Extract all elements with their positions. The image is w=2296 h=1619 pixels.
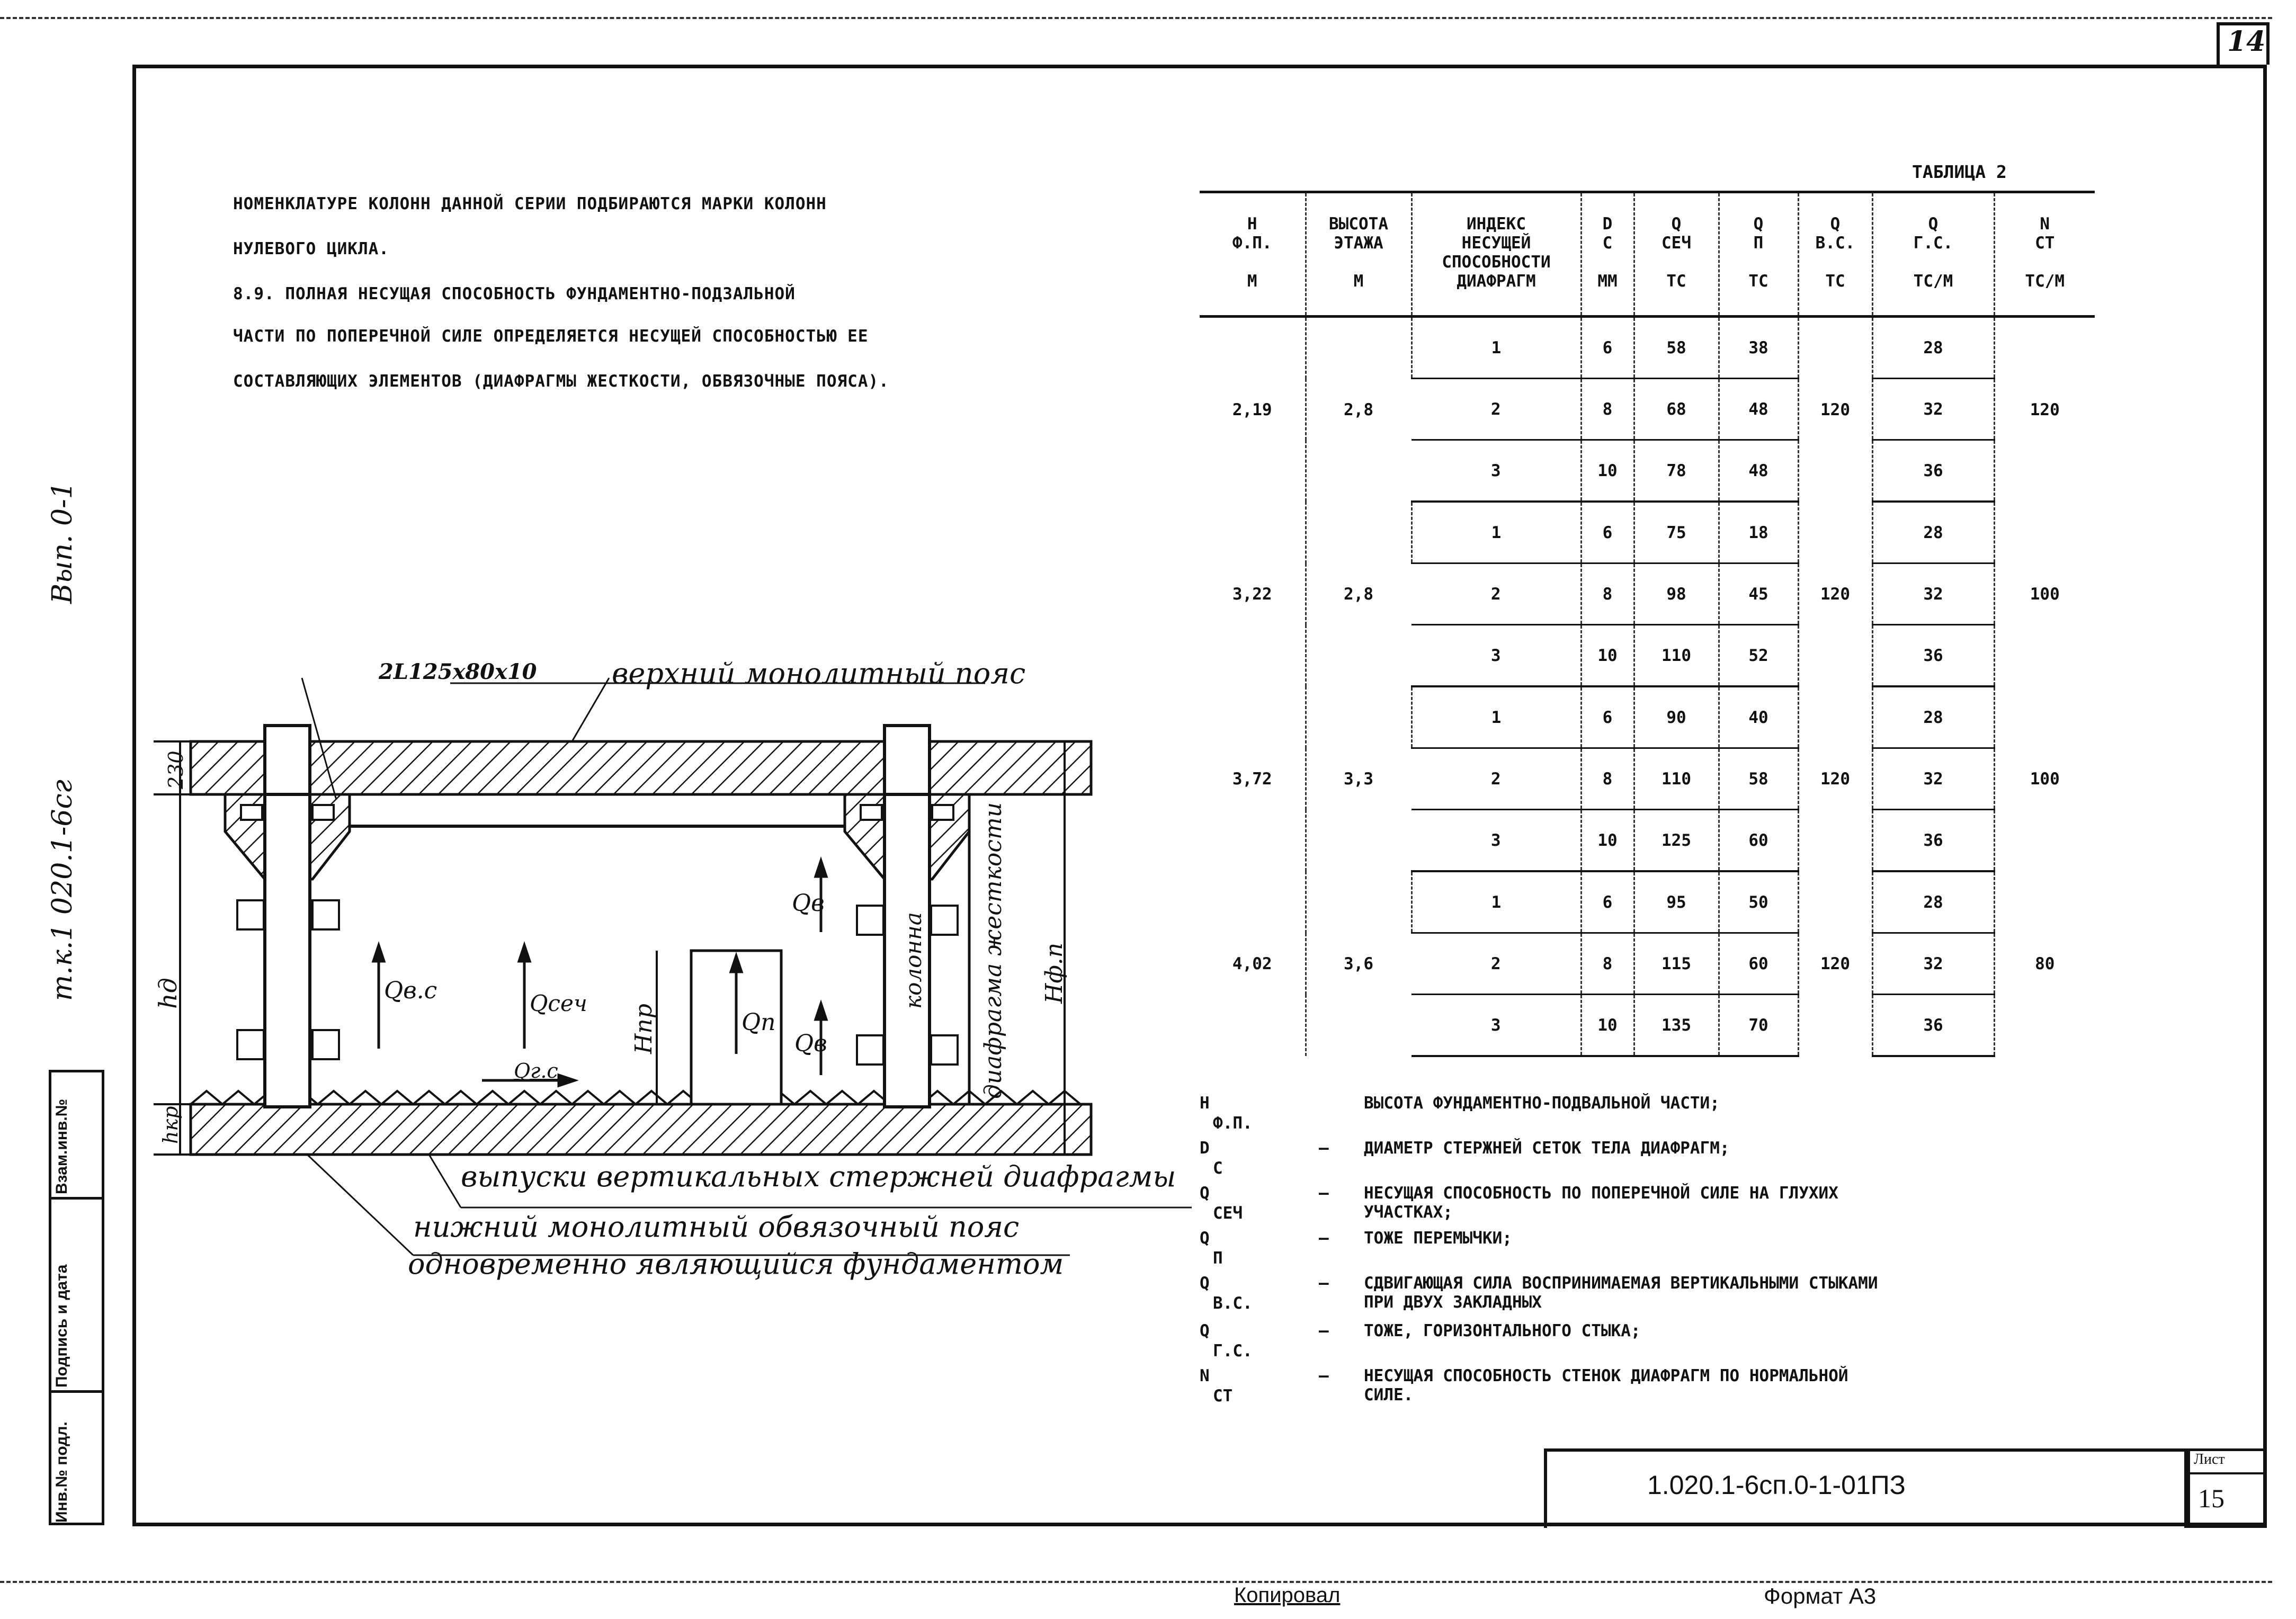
table-header-3: D С ММ [1581,192,1634,317]
label-diaphragm: диафрагма жесткости [980,802,1007,1099]
table-header-7: Q Г.С. ТС/М [1872,192,1994,317]
cell-qgs: 28 [1872,871,1994,933]
side-stamp-label-podpis: Подпись и дата [53,1264,70,1388]
cell-qp: 48 [1719,379,1798,440]
cell-h-fp: 3,72 [1232,769,1272,789]
label-qgs: Qг.с. [514,1059,565,1083]
stamp-sheet-label: Лист [2194,1451,2225,1468]
cell-qp: 40 [1719,686,1798,748]
top-belt [191,741,1091,794]
cell-dc: 10 [1581,625,1634,687]
cell-qgs: 28 [1872,317,1994,379]
label-column: колонна [900,912,926,1009]
table-header-row [1200,192,2095,317]
table-row [1200,686,2095,748]
legend-subscript: С [1213,1159,1223,1178]
angle-label: 2L125x80x10 [379,659,537,684]
cell-index: 1 [1411,686,1581,748]
legend-subscript: П [1213,1249,1223,1268]
cell-qp: 70 [1719,995,1798,1057]
paragraph-line-5: СОСТАВЛЯЮЩИХ ЭЛЕМЕНТОВ (ДИАФРАГМЫ ЖЕСТКОСТИ, ОБВЯЗОЧНЫЕ ПОЯСА). [233,372,889,391]
rebar-outlets [191,1091,1080,1104]
bottom-belt [191,1104,1091,1155]
legend-text: НЕСУЩАЯ СПОСОБНОСТЬ СТЕНОК ДИАФРАГМ ПО НОРМАЛЬНОЙ СИЛЕ. [1364,1366,1848,1405]
legend-dash: – [1319,1274,1329,1293]
cell-qgs: 32 [1872,933,1994,995]
table-title: ТАБЛИЦА 2 [1912,162,2007,182]
legend-subscript: Ф.П. [1213,1114,1253,1133]
table-header-5: Q П ТС [1719,192,1798,317]
legend-dash: – [1319,1229,1329,1248]
cell-qgs: 36 [1872,995,1994,1057]
legend-subscript: Г.С. [1213,1341,1253,1361]
legend-text: ВЫСОТА ФУНДАМЕНТНО-ПОДВАЛЬНОЙ ЧАСТИ; [1364,1094,1720,1113]
table-row [1200,871,2095,933]
cell-nst: 100 [1994,686,2095,871]
cell-floor-height: 3,6 [1306,871,1411,1056]
legend-subscript: СЕЧ [1213,1204,1243,1223]
legend-subscript: СТ [1213,1387,1233,1406]
cell-qgs: 36 [1872,810,1994,872]
cell-h-fp: 3,22 [1232,584,1272,604]
cell-dc: 8 [1581,563,1634,625]
cell-qsech: 98 [1634,563,1719,625]
cell-nst: 100 [1994,502,2095,686]
legend-text: ДИАМЕТР СТЕРЖНЕЙ СЕТОК ТЕЛА ДИАФРАГМ; [1364,1139,1730,1158]
cell-index: 3 [1411,995,1581,1057]
data-table [1200,191,2095,1057]
dim-hfp: Hф.п [1041,942,1068,1004]
cell-dc: 8 [1581,379,1634,440]
legend-symbol: Q [1200,1321,1210,1340]
cell-dc: 10 [1581,440,1634,502]
dim-hkp: hкр [159,1106,182,1144]
label-qvs: Qв.с [384,977,437,1004]
cell-qp: 48 [1719,440,1798,502]
table-header-1: ВЫСОТА ЭТАЖА М [1306,192,1411,317]
cell-h-fp: 4,02 [1232,954,1272,973]
cell-qsech: 95 [1634,871,1719,933]
cell-dc: 6 [1581,317,1634,379]
cell-qp: 60 [1719,933,1798,995]
cell-floor-height: 3,3 [1306,686,1411,871]
cell-qsech: 75 [1634,502,1719,563]
cell-qgs: 32 [1872,563,1994,625]
cell-qp: 18 [1719,502,1798,563]
legend-dash: – [1319,1184,1329,1203]
cell-qp: 45 [1719,563,1798,625]
cell-index: 2 [1411,379,1581,440]
table-header-2: ИНДЕКС НЕСУЩЕЙ СПОСОБНОСТИ ДИАФРАГМ [1411,192,1581,317]
label-qv-top: Qв [792,890,825,917]
legend-symbol: Q [1200,1184,1210,1203]
legend-text: ТОЖЕ ПЕРЕМЫЧКИ; [1364,1229,1512,1248]
stamp-sheet-divider [2187,1472,2267,1474]
paragraph-line-4: ЧАСТИ ПО ПОПЕРЕЧНОЙ СИЛЕ ОПРЕДЕЛЯЕТСЯ НЕСУЩЕЙ СПОСОБНОСТЬЮ ЕЕ [233,327,869,346]
label-qp: Qп [741,1009,776,1036]
label-bottom-belt-2: одновременно являющийся фундаментом [408,1247,1064,1281]
label-rebar-note: выпуски вертикальных стержней диафрагмы [461,1160,1176,1193]
footer-copied: Копировал [1234,1584,1341,1607]
legend-dash: – [1319,1321,1329,1340]
cell-floor-height: 2,8 [1306,317,1411,502]
embedded-plates [237,805,958,1065]
paragraph-line-3: 8.9. ПОЛНАЯ НЕСУЩАЯ СПОСОБНОСТЬ ФУНДАМЕНТНО-ПОДЗАЛЬНОЙ [233,284,796,303]
table-header-8: N СТ ТС/М [1994,192,2095,317]
label-qv-bottom: Qв [794,1030,827,1057]
legend-subscript: В.С. [1213,1294,1253,1313]
cell-qvs: 120 [1798,686,1872,871]
cell-qsech: 115 [1634,933,1719,995]
cell-dc: 6 [1581,686,1634,748]
sheet-number: 14 [2227,25,2266,58]
cell-qsech: 90 [1634,686,1719,748]
cell-qsech: 135 [1634,995,1719,1057]
legend-text: ТОЖЕ, ГОРИЗОНТАЛЬНОГО СТЫКА; [1364,1321,1641,1340]
cell-dc: 6 [1581,502,1634,563]
stamp-code: 1.020.1-6сп.0-1-01ПЗ [1647,1470,1906,1500]
cell-dc: 6 [1581,871,1634,933]
cell-dc: 10 [1581,810,1634,872]
legend-symbol: Н [1200,1094,1210,1113]
table-row [1200,502,2095,563]
cell-qsech: 125 [1634,810,1719,872]
cell-index: 1 [1411,317,1581,379]
cell-index: 1 [1411,502,1581,563]
cell-qsech: 78 [1634,440,1719,502]
cell-qp: 50 [1719,871,1798,933]
cell-qgs: 32 [1872,379,1994,440]
cell-qsech: 68 [1634,379,1719,440]
cell-index: 2 [1411,933,1581,995]
stamp-sheet-number: 15 [2198,1483,2224,1513]
cell-h-fp: 2,19 [1232,400,1272,419]
cell-floor-height: 2,8 [1306,502,1411,686]
cell-qgs: 28 [1872,502,1994,563]
footer-format: Формат А3 [1764,1584,1877,1608]
top-belt-label: верхний монолитный пояс [612,657,1026,690]
dim-hpr: Hпр [630,1004,657,1054]
dim-hd: hд [154,978,182,1009]
cell-qgs: 32 [1872,748,1994,810]
table-header-6: Q В.С. ТС [1798,192,1872,317]
cell-index: 2 [1411,748,1581,810]
legend-symbol: D [1200,1139,1210,1158]
side-text-top: Вып. 0-1 [47,481,78,604]
cell-dc: 10 [1581,995,1634,1057]
side-stamp-label-vzam: Взам.инв.№ [53,1098,70,1194]
bottom-dash-line [0,1581,2272,1583]
table-header-0: Н Ф.П. М [1200,192,1306,317]
cell-dc: 8 [1581,933,1634,995]
dim-230: 230 [164,750,187,789]
legend-symbol: N [1200,1366,1210,1385]
cell-qgs: 36 [1872,625,1994,687]
cell-qsech: 110 [1634,748,1719,810]
cell-index: 3 [1411,625,1581,687]
cell-nst: 80 [1994,871,2095,1056]
cell-qp: 60 [1719,810,1798,872]
cell-qp: 58 [1719,748,1798,810]
paragraph-line-1: НОМЕНКЛАТУРЕ КОЛОНН ДАННОЙ СЕРИИ ПОДБИРАЮТСЯ МАРКИ КОЛОНН [233,194,827,213]
cell-index: 3 [1411,810,1581,872]
side-text-bottom: т.к.1 020.1-6сг [47,780,78,1001]
legend-text: НЕСУЩАЯ СПОСОБНОСТЬ ПО ПОПЕРЕЧНОЙ СИЛЕ НА ГЛУХИХ УЧАСТКАХ; [1364,1184,1838,1222]
cell-qsech: 110 [1634,625,1719,687]
cell-nst: 120 [1994,317,2095,502]
legend-symbol: Q [1200,1229,1210,1248]
cell-qvs: 120 [1798,317,1872,502]
cell-qvs: 120 [1798,502,1872,686]
legend-dash: – [1319,1139,1329,1158]
cell-index: 2 [1411,563,1581,625]
table-row [1200,317,2095,379]
paragraph-line-2: НУЛЕВОГО ЦИКЛА. [233,239,389,258]
table-header-4: Q СЕЧ ТС [1634,192,1719,317]
cell-qgs: 36 [1872,440,1994,502]
label-qsech: Qсеч [530,990,587,1016]
cell-qsech: 58 [1634,317,1719,379]
legend-text: СДВИГАЮЩАЯ СИЛА ВОСПРИНИМАЕМАЯ ВЕРТИКАЛЬНЫМИ СТЫКАМИ ПРИ ДВУХ ЗАКЛАДНЫХ [1364,1274,1878,1312]
cell-qp: 38 [1719,317,1798,379]
legend-symbol: Q [1200,1274,1210,1293]
label-bottom-belt-1: нижний монолитный обвязочный пояс [413,1210,1020,1244]
legend-dash: – [1319,1366,1329,1385]
cell-dc: 8 [1581,748,1634,810]
cell-qp: 52 [1719,625,1798,687]
cell-index: 3 [1411,440,1581,502]
top-dash-line [0,17,2272,19]
cell-qvs: 120 [1798,871,1872,1056]
cell-qgs: 28 [1872,686,1994,748]
cell-index: 1 [1411,871,1581,933]
side-stamp-label-inv: Инв.№ подл. [53,1421,70,1523]
